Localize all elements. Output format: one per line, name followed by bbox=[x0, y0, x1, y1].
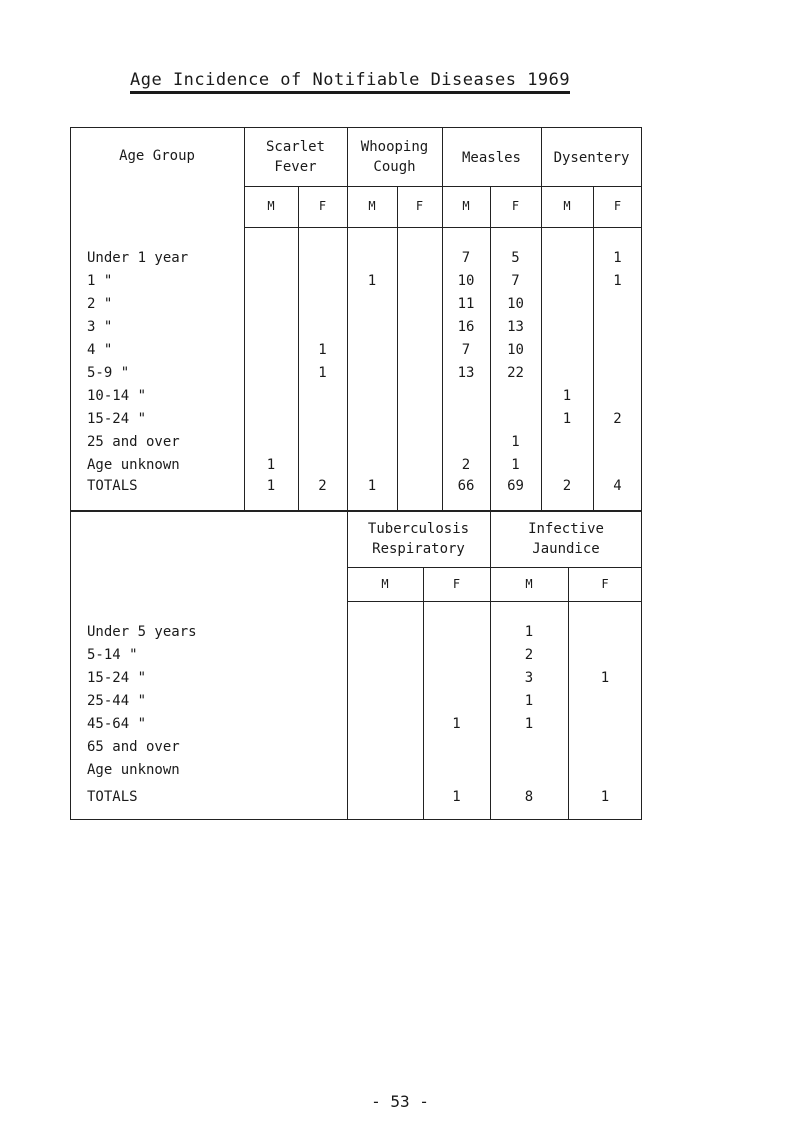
table-cell: 1 bbox=[613, 273, 622, 289]
table-cell: 1 bbox=[524, 716, 534, 732]
total-cell: 1 bbox=[266, 478, 276, 494]
table-cell: 1 bbox=[600, 670, 610, 686]
table-cell: 1 bbox=[318, 365, 327, 381]
sex-header: M bbox=[462, 199, 470, 213]
table-cell: 1 bbox=[266, 457, 276, 473]
sex-header: M bbox=[267, 199, 275, 213]
row-label: 25 and over bbox=[87, 434, 180, 450]
page-title: Age Incidence of Notifiable Diseases 1969 bbox=[130, 70, 570, 94]
row-label: 5-9 " bbox=[87, 365, 130, 381]
jaundice-header: Infective Jaundice bbox=[528, 521, 604, 557]
row-label: Age unknown bbox=[87, 762, 180, 778]
row-label: 5-14 " bbox=[87, 647, 138, 663]
sex-header: F bbox=[318, 199, 327, 213]
scarlet-fever-header: Scarlet Fever bbox=[265, 139, 325, 175]
row-label: 4 " bbox=[87, 342, 113, 358]
row-label: Under 5 years bbox=[87, 624, 197, 640]
sex-header: F bbox=[415, 199, 424, 213]
total-cell: 1 bbox=[367, 478, 377, 494]
row-label: 25-44 " bbox=[87, 693, 147, 709]
total-cell: 1 bbox=[452, 789, 461, 805]
row-label: 45-64 " bbox=[87, 716, 147, 732]
row-label: 65 and over bbox=[87, 739, 180, 755]
sex-header: F bbox=[613, 199, 622, 213]
total-cell: 69 bbox=[507, 478, 524, 494]
total-cell: 4 bbox=[613, 478, 622, 494]
row-label: Age unknown bbox=[87, 457, 180, 473]
row-label: 15-24 " bbox=[87, 411, 147, 427]
dysentery-header: Dysentery bbox=[553, 150, 630, 166]
sex-header: M bbox=[381, 577, 389, 591]
sex-header: F bbox=[601, 577, 609, 591]
table-notifiable-diseases bbox=[70, 127, 642, 511]
table-cell: 1 bbox=[367, 273, 377, 289]
row-label: 15-24 " bbox=[87, 670, 147, 686]
table-cell: 11 bbox=[457, 296, 475, 312]
table-cell: 10 bbox=[507, 296, 524, 312]
total-cell: 2 bbox=[562, 478, 572, 494]
table-cell: 22 bbox=[507, 365, 524, 381]
table-cell: 7 bbox=[461, 342, 471, 358]
total-cell: 1 bbox=[600, 789, 610, 805]
table-cell: 2 bbox=[461, 457, 471, 473]
table-cell: 7 bbox=[461, 250, 471, 266]
total-cell: 8 bbox=[524, 789, 534, 805]
row-label: Under 1 year bbox=[87, 250, 189, 266]
table-cell: 16 bbox=[457, 319, 475, 335]
row-label: 3 " bbox=[87, 319, 113, 335]
tuberculosis-header: Tuberculosis Respiratory bbox=[367, 521, 470, 557]
totals-label: TOTALS bbox=[87, 478, 138, 494]
whooping-cough-header: Whooping Cough bbox=[360, 139, 429, 175]
table-cell: 1 bbox=[452, 716, 461, 732]
table-cell: 1 bbox=[613, 250, 622, 266]
page-number: - 53 - bbox=[371, 1092, 429, 1111]
sex-header: M bbox=[525, 577, 533, 591]
table-cell: 2 bbox=[524, 647, 534, 663]
table-cell: 2 bbox=[613, 411, 622, 427]
table-cell: 10 bbox=[457, 273, 475, 289]
table-cell: 1 bbox=[511, 457, 520, 473]
table-cell: 1 bbox=[524, 624, 534, 640]
row-label: 2 " bbox=[87, 296, 113, 312]
measles-header: Measles bbox=[461, 150, 521, 166]
table-cell: 13 bbox=[507, 319, 524, 335]
table-cell: 1 bbox=[511, 434, 520, 450]
sex-header: F bbox=[452, 577, 461, 591]
age-group-header: Age Group bbox=[119, 148, 195, 164]
row-label: 1 " bbox=[87, 273, 113, 289]
sex-header: F bbox=[511, 199, 520, 213]
table-cell: 13 bbox=[457, 365, 475, 381]
table-cell: 1 bbox=[562, 411, 572, 427]
total-cell: 66 bbox=[457, 478, 475, 494]
totals-label: TOTALS bbox=[87, 789, 138, 805]
table-cell: 5 bbox=[511, 250, 520, 266]
table-cell: 7 bbox=[511, 273, 520, 289]
table-cell: 10 bbox=[507, 342, 524, 358]
table-cell: 3 bbox=[524, 670, 534, 686]
sex-header: M bbox=[563, 199, 571, 213]
table-cell: 1 bbox=[318, 342, 327, 358]
row-label: 10-14 " bbox=[87, 388, 147, 404]
total-cell: 2 bbox=[318, 478, 327, 494]
sex-header: M bbox=[368, 199, 376, 213]
table-cell: 1 bbox=[524, 693, 534, 709]
table-cell: 1 bbox=[562, 388, 572, 404]
